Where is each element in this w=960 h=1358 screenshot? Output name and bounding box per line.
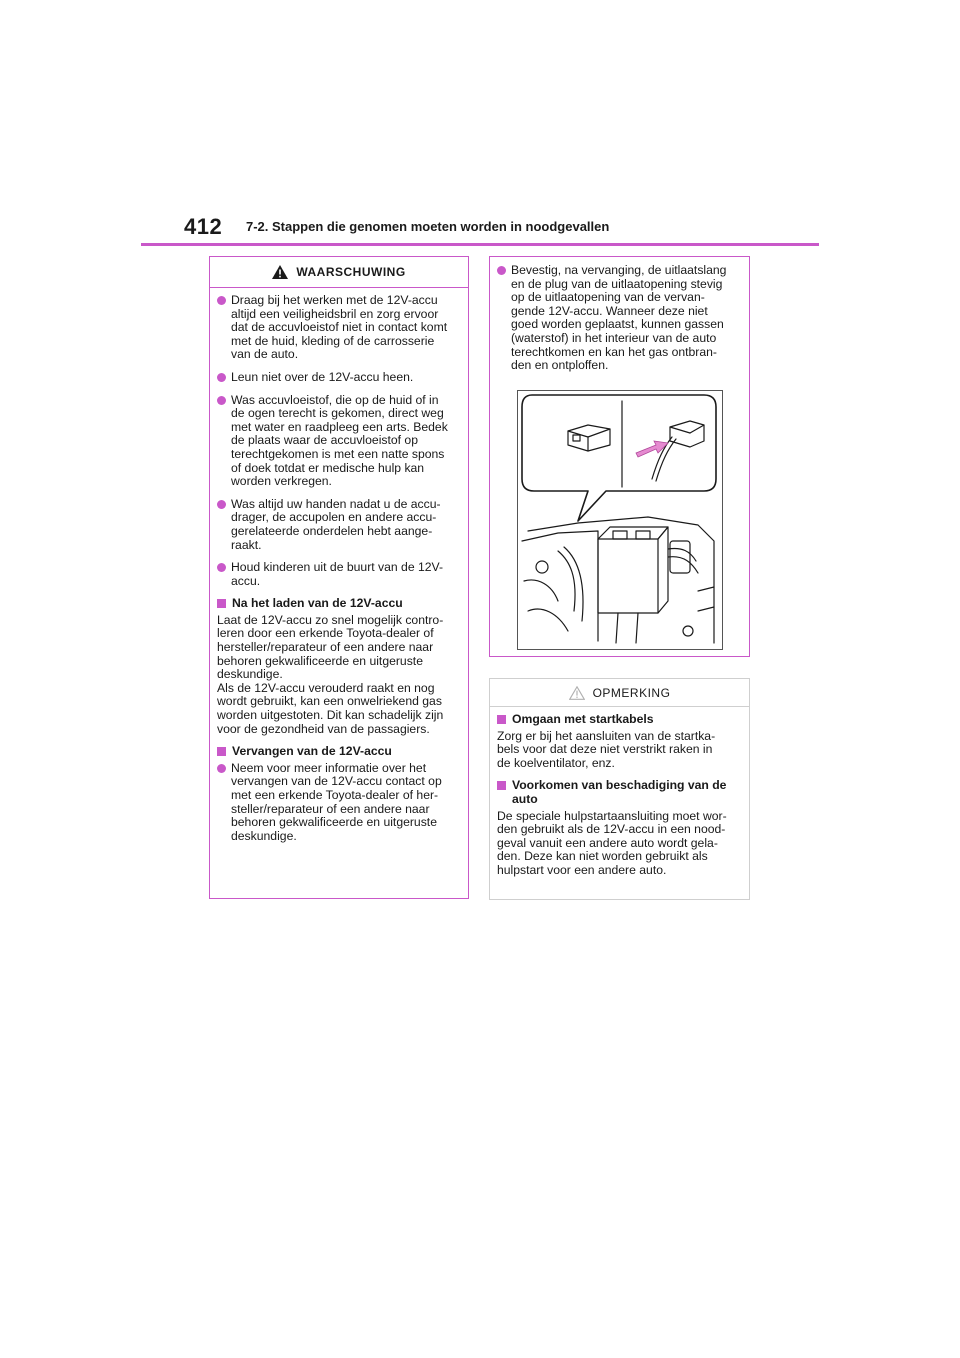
bullet-dot-icon	[217, 373, 226, 382]
bullet-square-icon	[217, 747, 226, 756]
bullet-dot-icon	[217, 396, 226, 405]
continuation-box	[489, 256, 750, 657]
warning-triangle-icon	[272, 265, 288, 279]
replace-heading-text: Vervangen van de 12V-accu	[232, 744, 392, 759]
bullet-dot-icon	[217, 296, 226, 305]
bullet-text: Was accuvloeistof, die op de huid of in de ogen terecht is gekomen, direct weg met water en raadpleeg een arts. Bedek de plaats waar de accuvloeistof op terechtgekomen is met een natte spons of doek totdat er medische hulp kan worden verkregen.	[231, 392, 448, 489]
warning-bullet	[217, 371, 460, 385]
replace-heading	[217, 745, 460, 759]
jumper-heading-text: Omgaan met startkabels	[512, 712, 654, 726]
section-title: 7-2. Stappen die genomen moeten worden in noodgevallen	[246, 219, 610, 234]
warning-box	[209, 256, 469, 899]
jumper-heading	[497, 713, 741, 727]
warning-bullet	[217, 561, 460, 588]
damage-heading	[497, 779, 741, 806]
page-number: 412	[184, 214, 223, 239]
after-charge-heading	[217, 597, 460, 611]
continuation-body	[490, 257, 749, 373]
warning-bullet	[217, 294, 460, 362]
damage-heading-text: Voorkomen van beschadiging van de auto	[512, 778, 727, 806]
notice-box	[489, 678, 750, 900]
bullet-dot-icon	[217, 500, 226, 509]
warning-header	[210, 257, 468, 288]
bullet-text: Bevestig, na vervanging, de uitlaatslang en de plug van de uitlaatopening stevig op de uitlaatopening van de vervan- gende 12V-accu. Wanneer deze niet goed worden geplaatst, kunnen gassen (waterstof) in het interieur van de auto terechtkomen en kan het gas ontbran- den en ontploffen.	[511, 263, 727, 373]
notice-header	[490, 679, 749, 707]
header-rule	[141, 243, 819, 246]
bullet-square-icon	[497, 715, 506, 724]
notice-body	[490, 707, 749, 878]
bullet-dot-icon	[217, 764, 226, 773]
warning-body	[210, 288, 468, 843]
bullet-dot-icon	[217, 563, 226, 572]
after-charge-text: Laat de 12V-accu zo snel mogelijk contro- leren door een erkende Toyota-dealer of hersteller/reparateur of een andere naar behoren gekwalificeerde en uitgeruste deskundige. Als de 12V-accu verouderd raakt en nog wordt gebruikt, kan een onwelriekend gas worden uitgestoten. Dit kan schadelijk zijn voor de gezondheid van de passagiers.	[217, 612, 444, 736]
after-charge-heading-text: Na het laden van de 12V-accu	[232, 596, 403, 611]
damage-text: De speciale hulpstartaansluiting moet wor- den gebruikt als de 12V-accu in een nood- geval vanuit een andere auto wordt gela- den. Deze kan niet worden gebruikt als hulpstart voor een andere auto.	[497, 808, 727, 877]
replace-bullet	[217, 762, 460, 844]
notice-title: OPMERKING	[592, 685, 671, 700]
bullet-square-icon	[217, 599, 226, 608]
bullet-text: Neem voor meer informatie over het vervangen van de 12V-accu contact op met een erkende Toyota-dealer of her- steller/reparateur of een andere naar behoren gekwalificeerde en uitgeruste deskundige.	[231, 760, 442, 843]
warning-bullet	[217, 498, 460, 552]
warning-bullet	[217, 394, 460, 489]
warning-title: WAARSCHUWING	[296, 265, 406, 279]
continuation-bullet	[497, 264, 741, 373]
bullet-text: Leun niet over de 12V-accu heen.	[231, 369, 414, 384]
battery-vent-illustration	[517, 390, 723, 650]
battery-line-drawing	[518, 391, 722, 649]
jumper-text: Zorg er bij het aansluiten van de startka- bels voor dat deze niet verstrikt raken in de koelventilator, enz.	[497, 728, 716, 770]
bullet-dot-icon	[497, 266, 506, 275]
bullet-square-icon	[497, 781, 506, 790]
caution-triangle-icon	[569, 686, 585, 700]
bullet-text: Houd kinderen uit de buurt van de 12V- accu.	[231, 560, 444, 588]
bullet-text: Draag bij het werken met de 12V-accu altijd een veiligheidsbril en zorg ervoor dat de accuvloeistof niet in contact komt met de huid, kleding of de carrosserie van de auto.	[231, 293, 448, 362]
bullet-text: Was altijd uw handen nadat u de accu- drager, de accupolen en andere accu- gerelateerde onderdelen hebt aange- raakt.	[231, 496, 441, 552]
